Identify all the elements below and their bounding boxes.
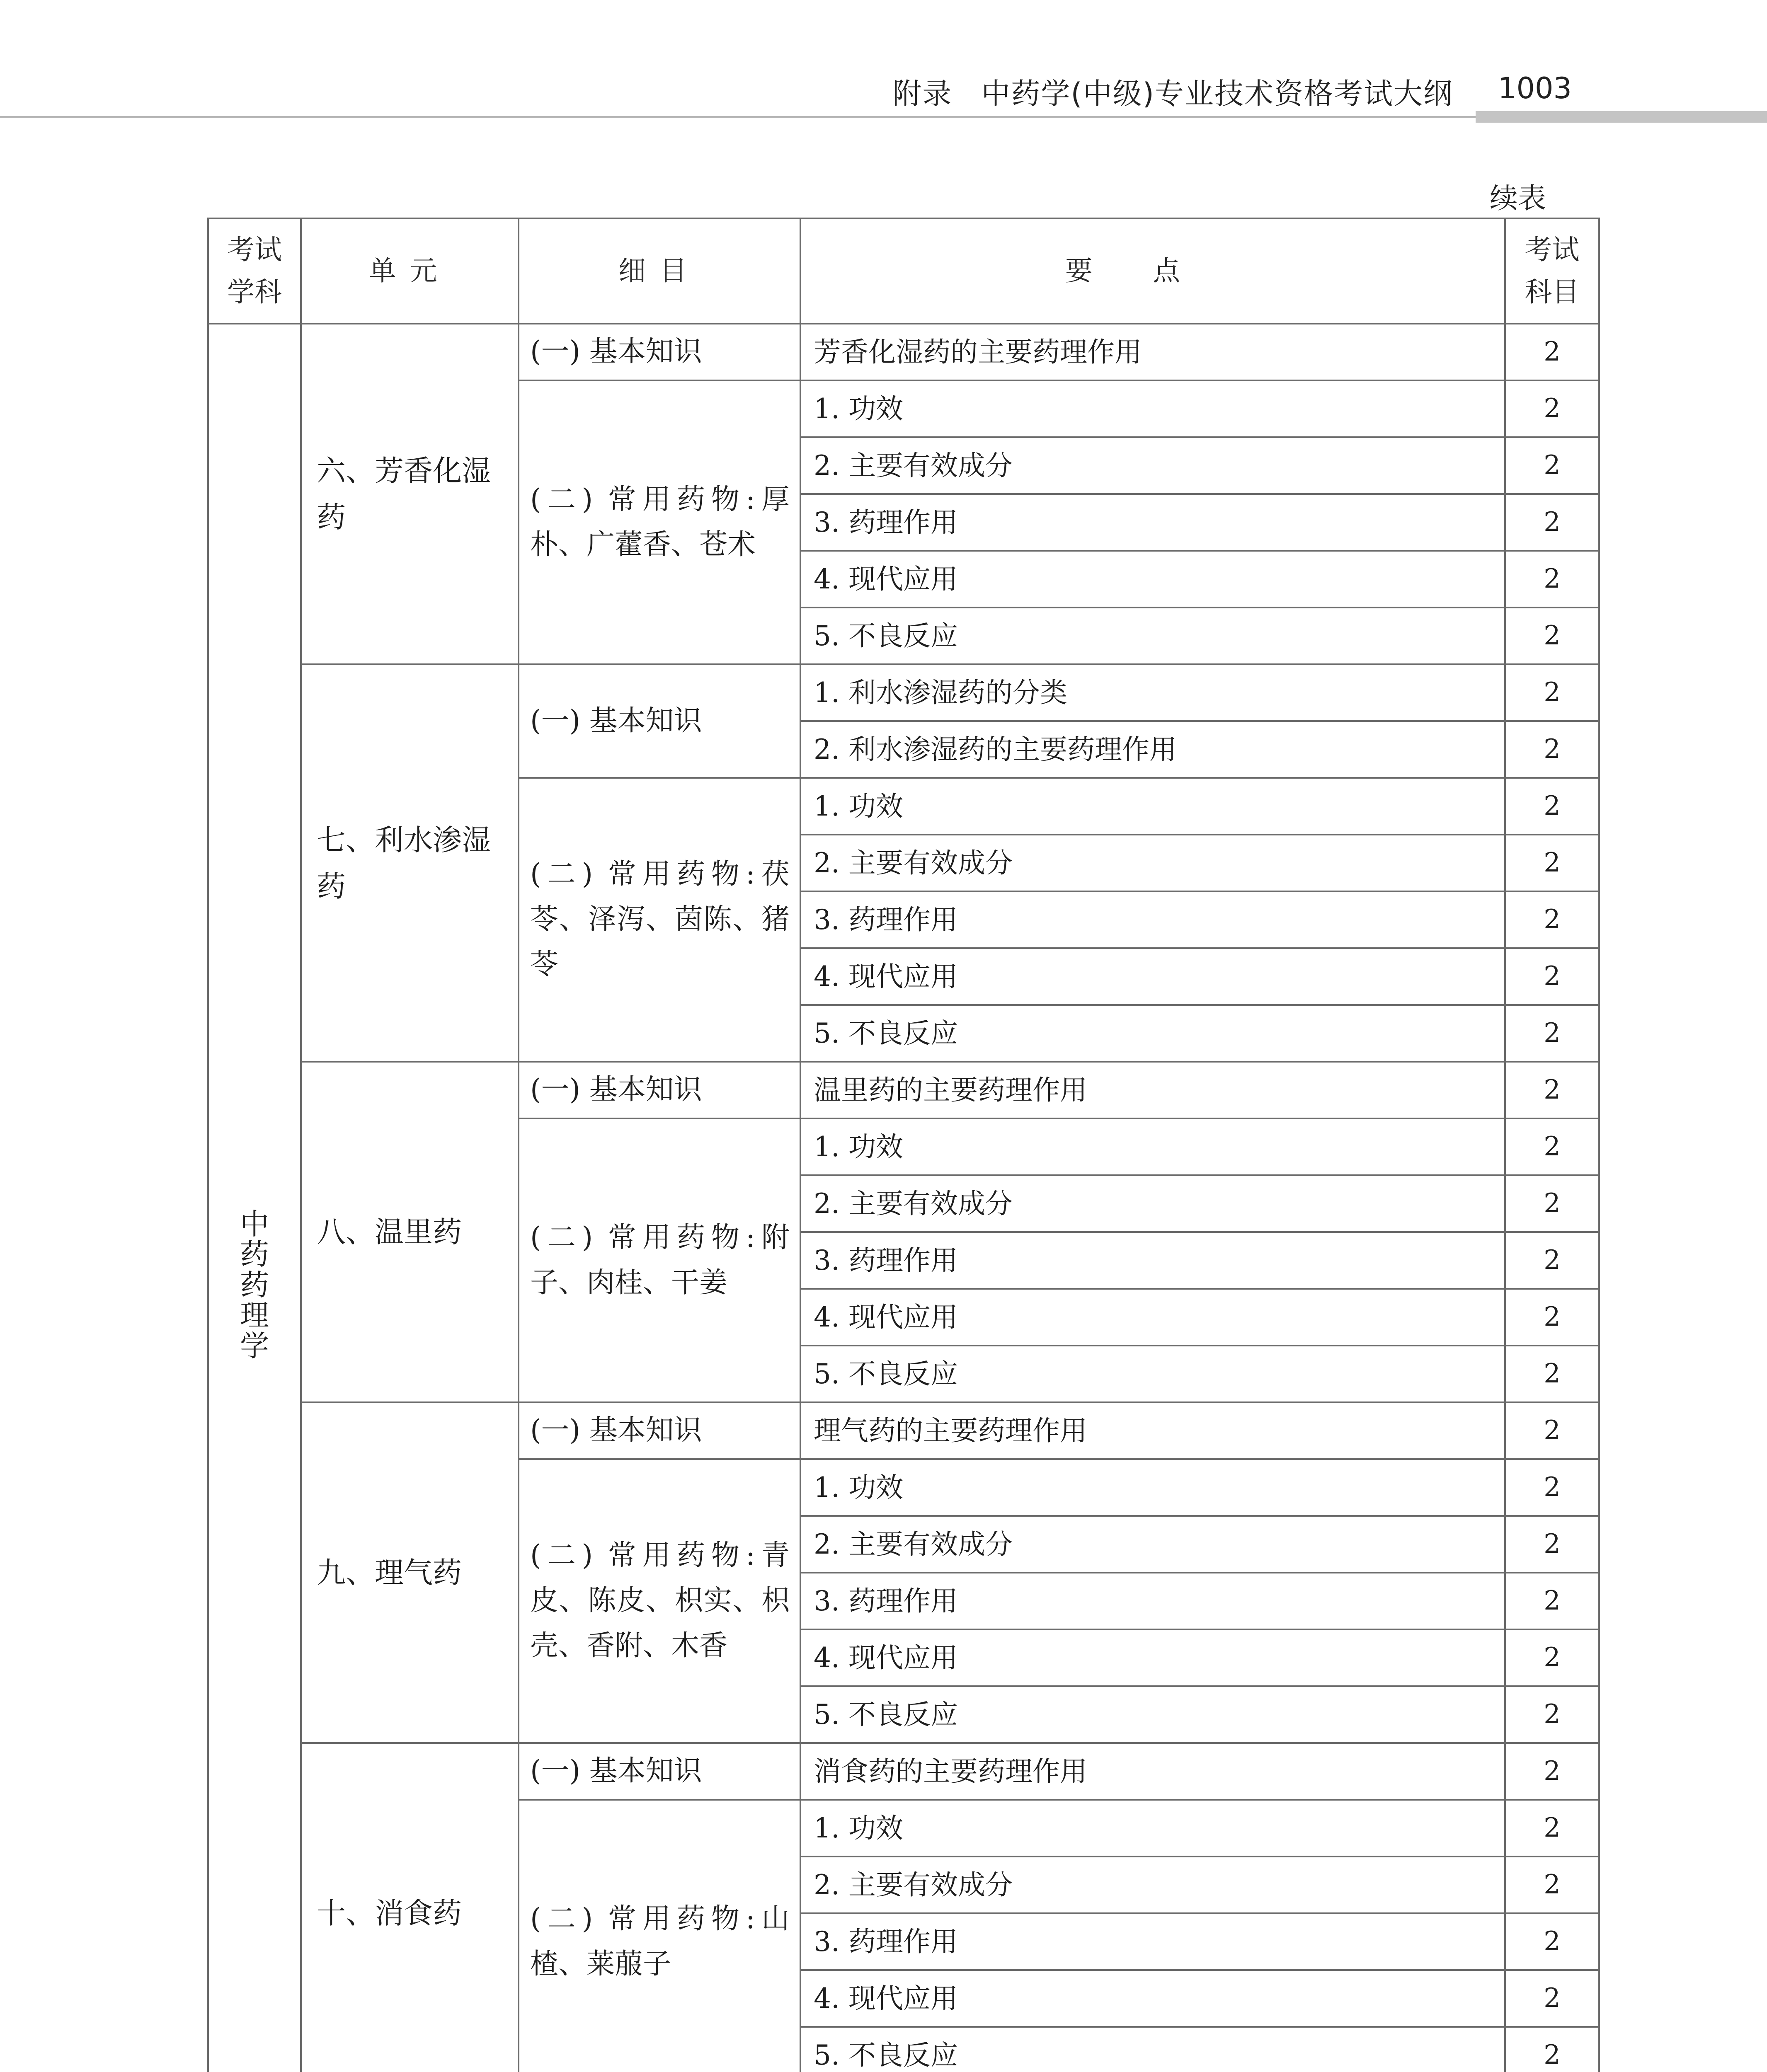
count-cell: 2 (1505, 1402, 1599, 1459)
count-cell: 2 (1505, 1175, 1599, 1232)
point-cell: 3. 药理作用 (800, 891, 1505, 948)
point-cell: 1. 功效 (800, 1800, 1505, 1857)
point-cell: 理气药的主要药理作用 (800, 1402, 1505, 1459)
point-cell: 2. 主要有效成分 (800, 1175, 1505, 1232)
detail-cell: (一) 基本知识 (519, 1743, 800, 1800)
detail-cell: (二) 常用药物:附子、肉桂、干姜 (519, 1118, 800, 1402)
table-row (208, 1402, 1599, 1459)
unit-cell: 九、理气药 (301, 1402, 519, 1743)
count-cell: 2 (1505, 1346, 1599, 1402)
count-cell: 2 (1505, 380, 1599, 437)
point-cell: 5. 不良反应 (800, 1005, 1505, 1062)
point-cell: 5. 不良反应 (800, 1346, 1505, 1402)
point-cell: 4. 现代应用 (800, 1970, 1505, 2027)
point-cell: 3. 药理作用 (800, 1573, 1505, 1629)
point-cell: 2. 利水渗湿药的主要药理作用 (800, 721, 1505, 778)
table-row (208, 664, 1599, 721)
header-rule (0, 116, 1476, 118)
point-cell: 5. 不良反应 (800, 608, 1505, 664)
table-body (208, 324, 1599, 2072)
count-cell: 2 (1505, 1459, 1599, 1516)
point-cell: 1. 功效 (800, 380, 1505, 437)
header-title: 中药学(中级)专业技术资格考试大纲 (981, 77, 1453, 111)
count-cell: 2 (1505, 1516, 1599, 1573)
point-cell: 1. 功效 (800, 1459, 1505, 1516)
point-cell: 5. 不良反应 (800, 1686, 1505, 1743)
count-cell: 2 (1505, 1970, 1599, 2027)
table-row (208, 1062, 1599, 1118)
header-detail-label: 细目 (618, 254, 700, 287)
count-cell: 2 (1505, 1800, 1599, 1857)
unit-cell: 八、温里药 (301, 1062, 519, 1402)
table-header-row (208, 218, 1599, 324)
header-unit-label: 单元 (368, 254, 451, 287)
header-section: 附录 (892, 77, 953, 111)
count-cell: 2 (1505, 1913, 1599, 1970)
running-header-title (892, 70, 1453, 112)
table-row (208, 1743, 1599, 1800)
detail-cell: (一) 基本知识 (519, 1402, 800, 1459)
point-cell: 4. 现代应用 (800, 1629, 1505, 1686)
count-cell: 2 (1505, 664, 1599, 721)
table-row (208, 324, 1599, 380)
detail-cell: (一) 基本知识 (519, 664, 800, 778)
count-cell: 2 (1505, 1232, 1599, 1289)
count-cell: 2 (1505, 608, 1599, 664)
point-cell: 1. 功效 (800, 1118, 1505, 1175)
unit-cell: 十、消食药 (301, 1743, 519, 2072)
count-cell: 2 (1505, 1062, 1599, 1118)
point-cell: 5. 不良反应 (800, 2027, 1505, 2072)
unit-cell: 七、利水渗湿药 (301, 664, 519, 1062)
header-unit (301, 218, 519, 324)
subject-cell (208, 324, 301, 2072)
count-cell: 2 (1505, 1743, 1599, 1800)
count-cell: 2 (1505, 1289, 1599, 1346)
count-cell: 2 (1505, 1005, 1599, 1062)
point-cell: 2. 主要有效成分 (800, 1516, 1505, 1573)
count-cell: 2 (1505, 1573, 1599, 1629)
continuation-label: 续表 (1489, 182, 1546, 215)
point-cell: 2. 主要有效成分 (800, 835, 1505, 891)
count-cell: 2 (1505, 778, 1599, 835)
header-subject: 考试学科 (208, 218, 301, 324)
detail-cell: (二) 常用药物:青皮、陈皮、枳实、枳壳、香附、木香 (519, 1459, 800, 1743)
point-cell: 消食药的主要药理作用 (800, 1743, 1505, 1800)
point-cell: 3. 药理作用 (800, 1913, 1505, 1970)
count-cell: 2 (1505, 551, 1599, 608)
point-cell: 芳香化湿药的主要药理作用 (800, 324, 1505, 380)
point-cell: 4. 现代应用 (800, 948, 1505, 1005)
header-points-label: 要点 (1065, 254, 1241, 287)
detail-cell: (一) 基本知识 (519, 1062, 800, 1118)
detail-cell: (二) 常用药物:山楂、莱菔子 (519, 1800, 800, 2072)
subject-label: 中药药理学 (240, 1207, 269, 1363)
syllabus-table (207, 218, 1600, 2072)
header-detail (519, 218, 800, 324)
point-cell: 2. 主要有效成分 (800, 1857, 1505, 1913)
point-cell: 3. 药理作用 (800, 494, 1505, 551)
count-cell: 2 (1505, 835, 1599, 891)
header-points (800, 218, 1505, 324)
point-cell: 温里药的主要药理作用 (800, 1062, 1505, 1118)
count-cell: 2 (1505, 2027, 1599, 2072)
count-cell: 2 (1505, 437, 1599, 494)
count-cell: 2 (1505, 324, 1599, 380)
page-number: 1003 (1498, 71, 1572, 105)
point-cell: 4. 现代应用 (800, 1289, 1505, 1346)
count-cell: 2 (1505, 891, 1599, 948)
count-cell: 2 (1505, 948, 1599, 1005)
count-cell: 2 (1505, 1118, 1599, 1175)
count-cell: 2 (1505, 1686, 1599, 1743)
point-cell: 1. 利水渗湿药的分类 (800, 664, 1505, 721)
detail-cell: (二) 常用药物:茯苓、泽泻、茵陈、猪苓 (519, 778, 800, 1062)
count-cell: 2 (1505, 1857, 1599, 1913)
detail-cell: (二) 常用药物:厚朴、广藿香、苍术 (519, 380, 800, 664)
point-cell: 3. 药理作用 (800, 1232, 1505, 1289)
point-cell: 2. 主要有效成分 (800, 437, 1505, 494)
detail-cell: (一) 基本知识 (519, 324, 800, 380)
header-rule-accent (1476, 111, 1767, 123)
count-cell: 2 (1505, 494, 1599, 551)
header-count: 考试科目 (1505, 218, 1599, 324)
point-cell: 1. 功效 (800, 778, 1505, 835)
count-cell: 2 (1505, 1629, 1599, 1686)
point-cell: 4. 现代应用 (800, 551, 1505, 608)
count-cell: 2 (1505, 721, 1599, 778)
unit-cell: 六、芳香化湿药 (301, 324, 519, 664)
